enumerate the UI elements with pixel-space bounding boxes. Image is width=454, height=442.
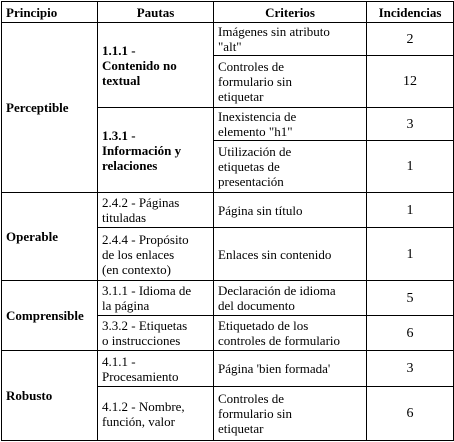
- header-incidencias: Incidencias: [367, 2, 454, 23]
- accessibility-incidents-table: [1, 1, 454, 441]
- pauta-2-4-4: 2.4.4 - Propósito de los enlaces (en contexto): [98, 228, 214, 281]
- criterio-cell: Declaración de idioma del documento: [214, 281, 367, 316]
- criterio-cell: Controles de formulario sin etiquetar: [214, 56, 367, 108]
- principio-operable: Operable: [2, 193, 98, 281]
- header-pautas: Pautas: [98, 2, 214, 23]
- criterio-cell: Utilización de etiquetas de presentación: [214, 141, 367, 193]
- principio-robusto: Robusto: [2, 351, 98, 441]
- incidencias-cell: 6: [367, 316, 454, 351]
- header-principio: Principio: [2, 2, 98, 23]
- table-row: [2, 281, 454, 316]
- incidencias-cell: 12: [367, 56, 454, 108]
- header-criterios: Criterios: [214, 2, 367, 23]
- incidencias-cell: 5: [367, 281, 454, 316]
- pauta-3-1-1: 3.1.1 - Idioma de la página: [98, 281, 214, 316]
- criterio-cell: Imágenes sin atributo "alt": [214, 23, 367, 56]
- incidencias-cell: 6: [367, 387, 454, 441]
- criterio-cell: Controles de formulario sin etiquetar: [214, 387, 367, 441]
- criterio-cell: Página sin título: [214, 193, 367, 228]
- criterio-cell: Etiquetado de los controles de formulario: [214, 316, 367, 351]
- criterio-cell: Inexistencia de elemento "h1": [214, 108, 367, 141]
- pauta-2-4-2: 2.4.2 - Páginas tituladas: [98, 193, 214, 228]
- incidencias-cell: 1: [367, 193, 454, 228]
- table-row: [2, 193, 454, 228]
- criterio-cell: Página 'bien formada': [214, 351, 367, 387]
- pauta-1-1-1: 1.1.1 - Contenido no textual: [98, 23, 214, 108]
- pauta-1-3-1: 1.3.1 - Información y relaciones: [98, 108, 214, 193]
- incidencias-cell: 2: [367, 23, 454, 56]
- incidencias-cell: 3: [367, 351, 454, 387]
- principio-perceptible: Perceptible: [2, 23, 98, 193]
- table-row: [2, 23, 454, 56]
- incidencias-cell: 1: [367, 228, 454, 281]
- incidencias-cell: 1: [367, 141, 454, 193]
- table-row: [2, 351, 454, 387]
- pauta-3-3-2: 3.3.2 - Etiquetas o instrucciones: [98, 316, 214, 351]
- incidencias-cell: 3: [367, 108, 454, 141]
- criterio-cell: Enlaces sin contenido: [214, 228, 367, 281]
- principio-comprensible: Comprensible: [2, 281, 98, 351]
- pauta-4-1-1: 4.1.1 - Procesamiento: [98, 351, 214, 387]
- pauta-4-1-2: 4.1.2 - Nombre, función, valor: [98, 387, 214, 441]
- header-row: [2, 2, 454, 23]
